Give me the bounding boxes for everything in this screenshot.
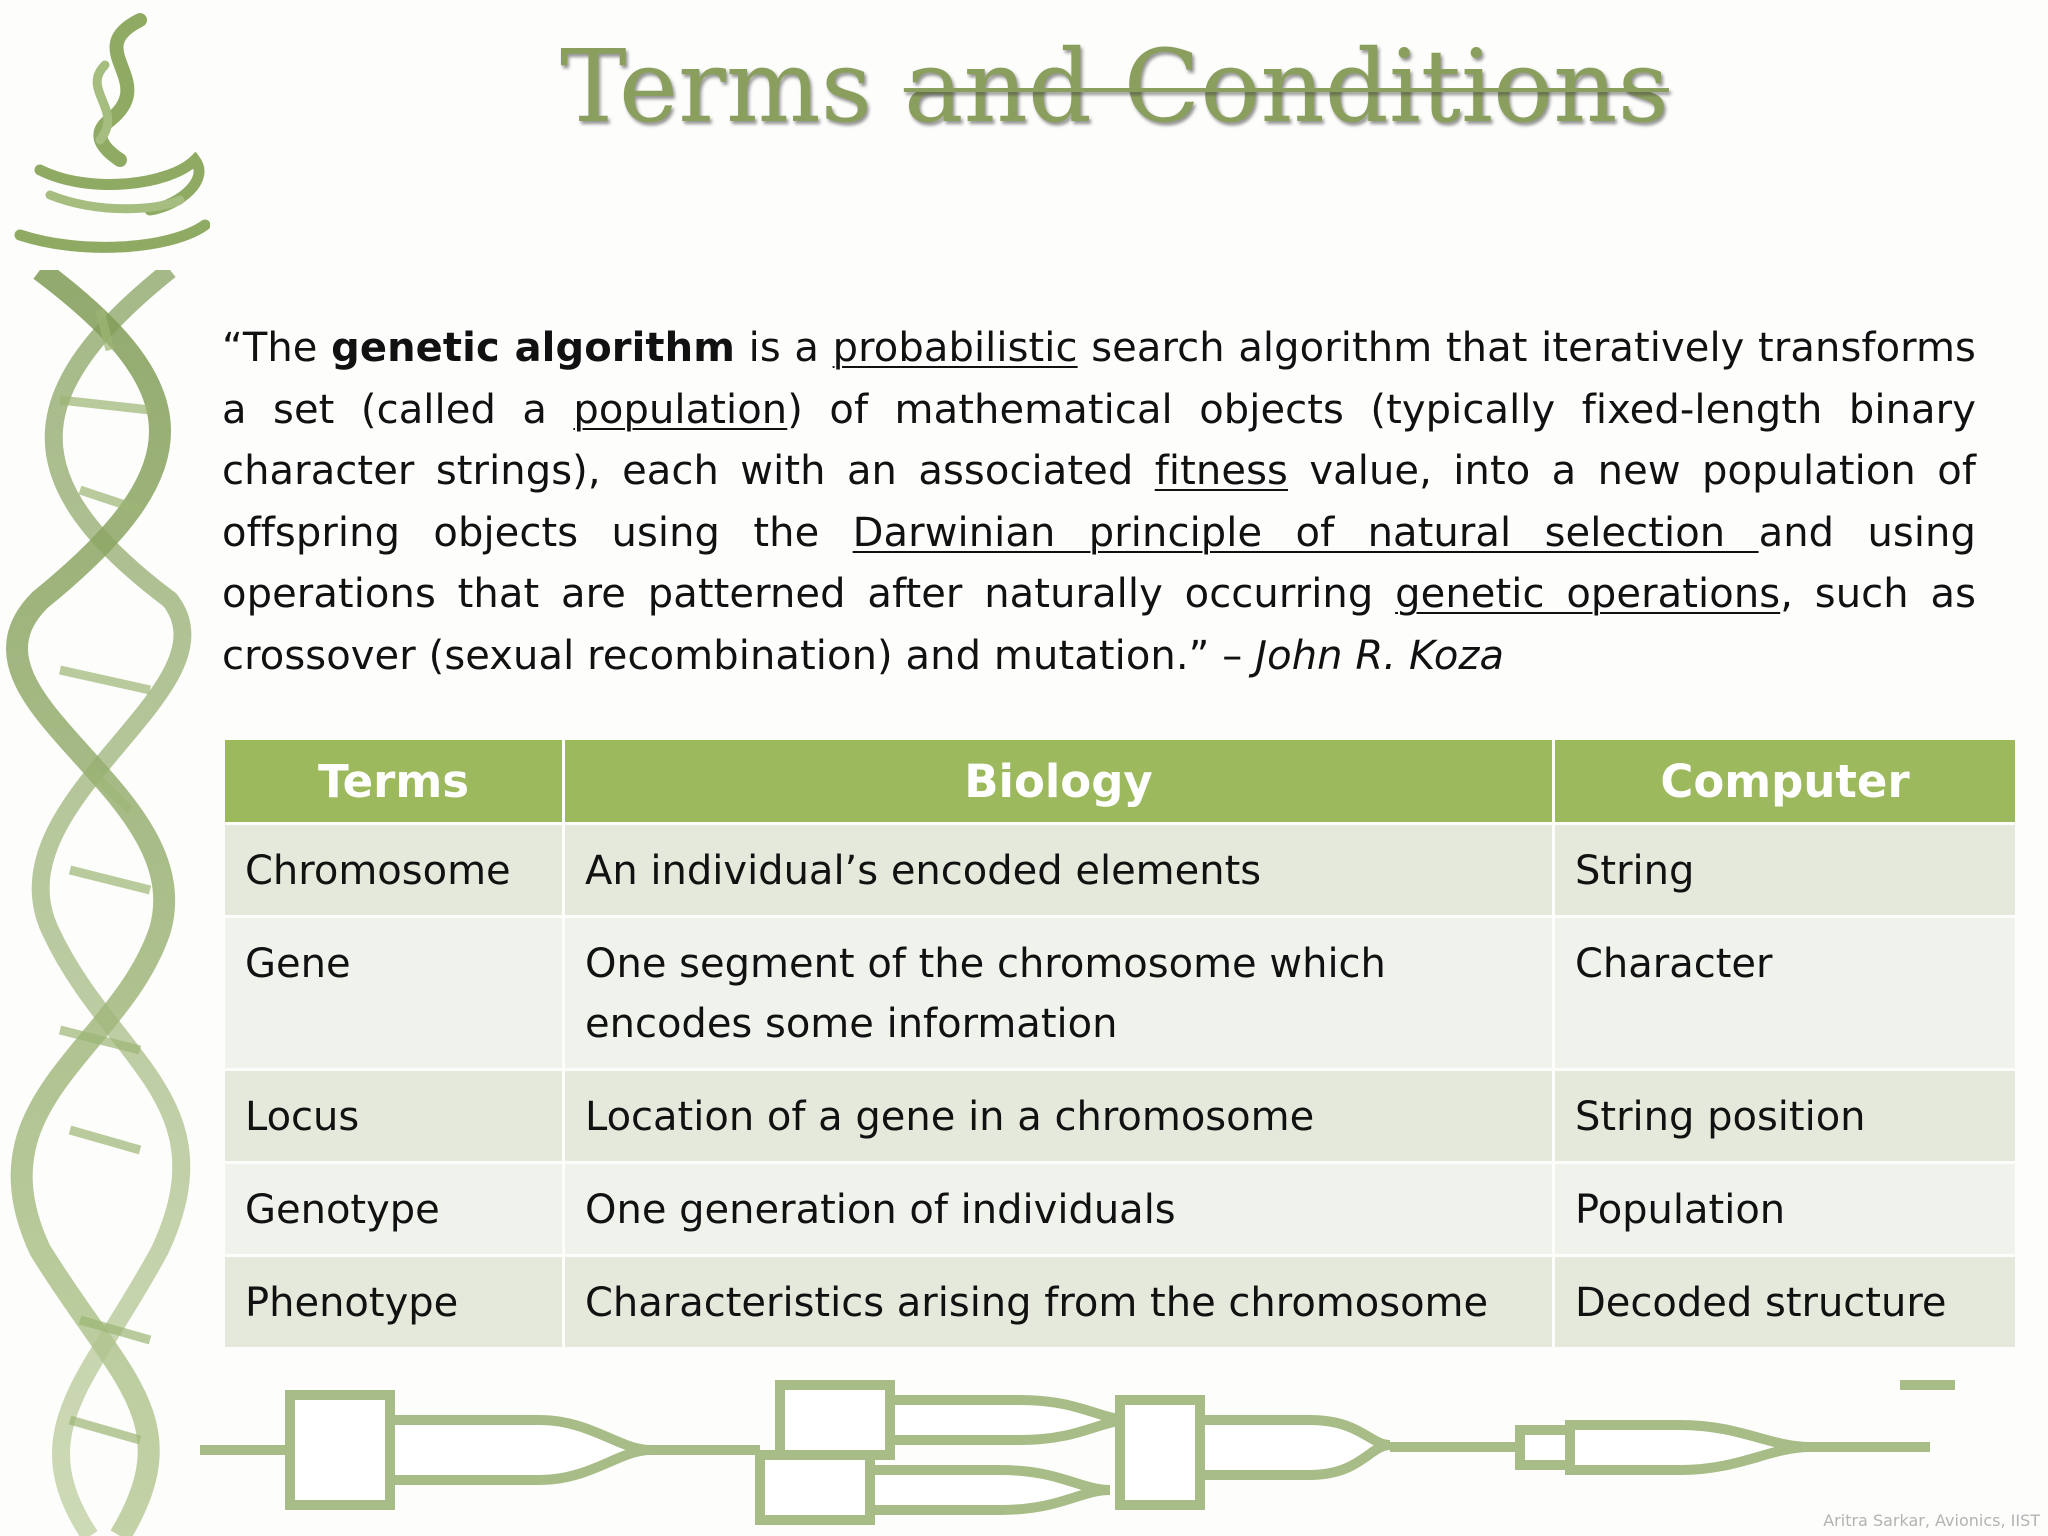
table-row	[225, 918, 2015, 1068]
quote-text-2: search algorithm that iteratively transforms a set (called a	[222, 325, 1976, 433]
cell-term: Genotype	[225, 1164, 562, 1254]
quote-open: “The	[222, 325, 332, 371]
cell-computer: Decoded structure	[1555, 1257, 2015, 1347]
quote-underlined-population: population	[573, 386, 788, 433]
cell-term: Chromosome	[225, 825, 562, 915]
cell-computer: Population	[1555, 1164, 2015, 1254]
table-header-row	[225, 740, 2015, 822]
header-biology: Biology	[565, 740, 1552, 822]
quote-text-4: value, into a new population of offspring objects using the	[222, 448, 1976, 556]
terms-table	[222, 737, 2018, 1350]
java-coffee-cup-logo	[10, 10, 210, 260]
koza-quote	[222, 318, 1976, 687]
cell-biology: One segment of the chromosome which encodes some information	[565, 918, 1552, 1068]
cell-biology: An individual’s encoded elements	[565, 825, 1552, 915]
table-row	[225, 1257, 2015, 1347]
table-row	[225, 1071, 2015, 1161]
cell-computer: String	[1555, 825, 2015, 915]
cell-computer: String position	[1555, 1071, 2015, 1161]
quote-bold-term: genetic algorithm	[331, 325, 736, 371]
quote-underlined-genetic-operations: genetic operations	[1395, 571, 1781, 617]
quote-text-1: is a	[735, 325, 833, 371]
table-row	[225, 1164, 2015, 1254]
circuit-decoration	[200, 1375, 1980, 1525]
title-struck-text: and Conditions	[903, 28, 1669, 145]
cell-term: Phenotype	[225, 1257, 562, 1347]
cell-computer: Character	[1555, 918, 2015, 1068]
quote-text-6: , such as crossover (sexual recombination) and mutation.” –	[222, 571, 1977, 679]
cell-term: Locus	[225, 1071, 562, 1161]
header-terms: Terms	[225, 740, 562, 822]
quote-author: John R. Koza	[1255, 632, 1505, 679]
quote-text-3: ) of mathematical objects (typically fixed-length binary character strings), each with an associated	[222, 386, 1976, 494]
dna-helix-decoration	[0, 270, 210, 1536]
cell-biology: Location of a gene in a chromosome	[565, 1071, 1552, 1161]
slide-title	[560, 22, 2010, 152]
footer-credit: Aritra Sarkar, Avionics, IIST	[1823, 1511, 2040, 1530]
cell-biology: One generation of individuals	[565, 1164, 1552, 1254]
quote-underlined-darwinian: Darwinian principle of natural selection	[852, 509, 1759, 556]
quote-underlined-fitness: fitness	[1154, 448, 1288, 494]
table-row	[225, 825, 2015, 915]
header-computer: Computer	[1555, 740, 2015, 822]
title-plain-text: Terms	[560, 28, 873, 145]
quote-underlined-probabilistic: probabilistic	[832, 325, 1078, 371]
cell-term: Gene	[225, 918, 562, 1068]
quote-text-5: and using operations that are patterned after naturally occurring	[222, 509, 1976, 617]
cell-biology: Characteristics arising from the chromosome	[565, 1257, 1552, 1347]
